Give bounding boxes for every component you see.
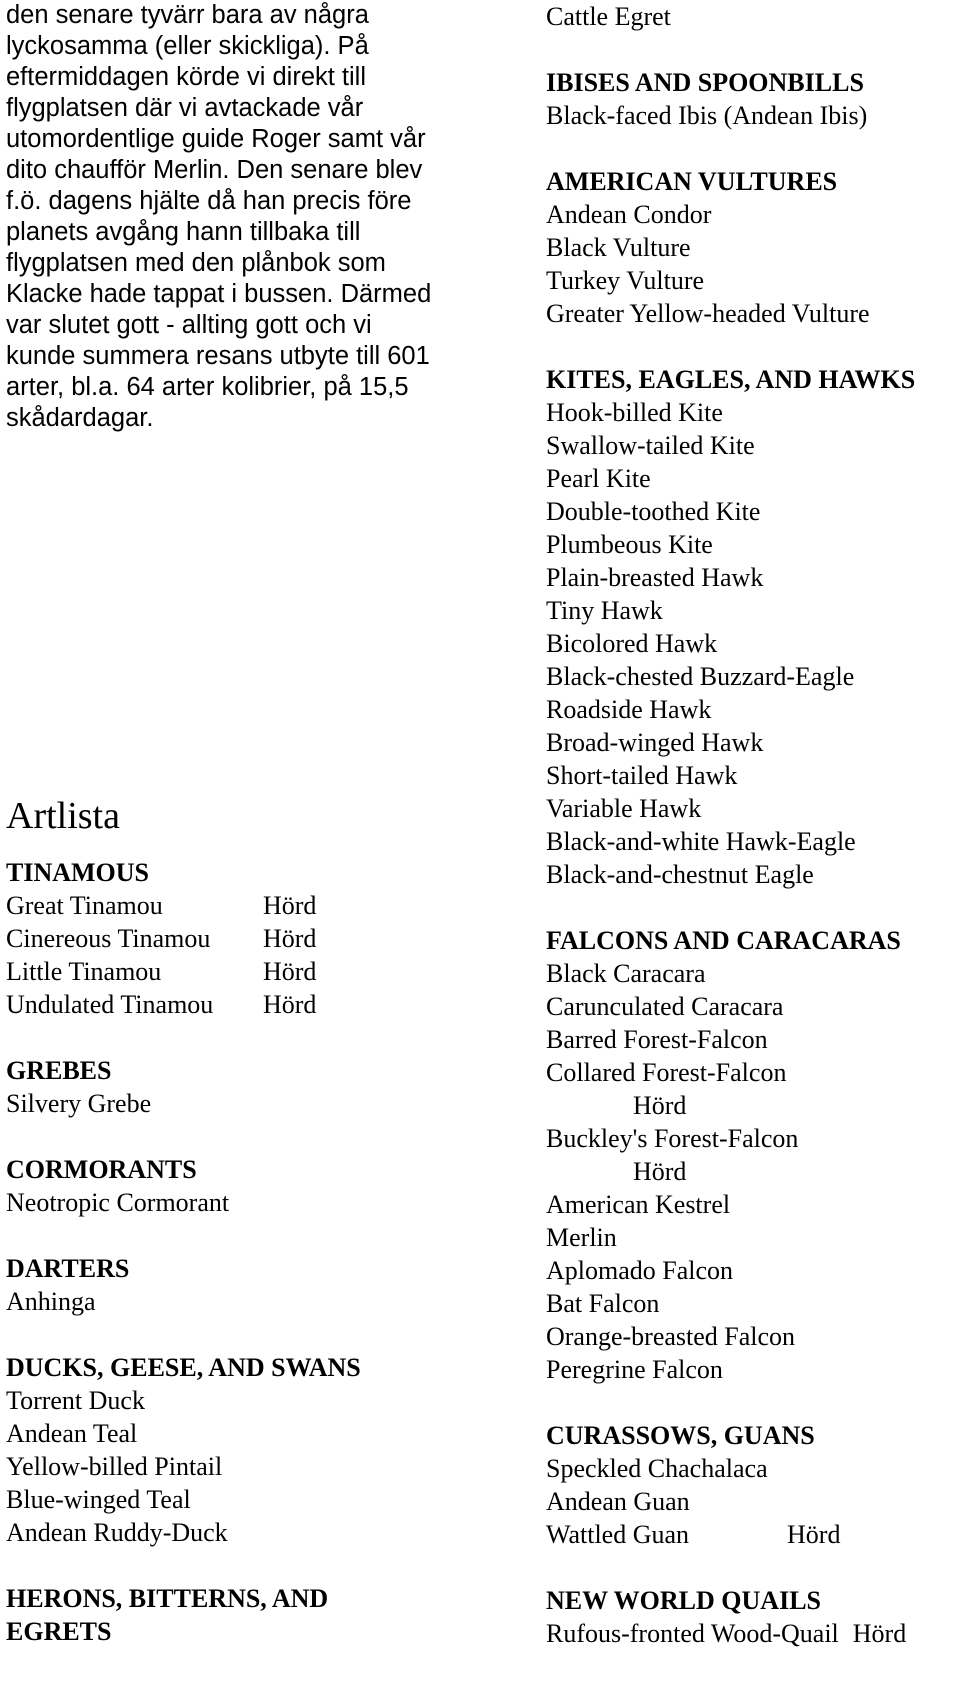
section-title: IBISES AND SPOONBILLS [546,68,864,97]
species-item [546,297,960,330]
heard-tag: Hörd [852,1619,907,1648]
species-item [546,1188,960,1221]
species-section [546,1584,960,1650]
species-list-right [546,66,960,1650]
section-title: AMERICAN VULTURES [546,167,838,196]
species-name: Turkey Vulture [546,266,705,295]
species-name: Tiny Hawk [546,596,663,625]
species-item [546,594,960,627]
section-title: CORMORANTS [6,1155,197,1184]
section-title: FALCONS AND CARACARAS [546,926,901,955]
species-item [6,1483,486,1516]
species-item [6,922,486,955]
species-item [546,825,960,858]
section-title: GREBES [6,1056,112,1085]
heard-tag: Hörd [263,924,317,953]
species-item [546,1023,960,1056]
species-item [546,528,960,561]
right-column [546,0,960,1683]
paragraph-line: Klacke hade tappat i bussen. Därmed [6,280,432,308]
paragraph-line: eftermiddagen körde vi direkt till [6,63,367,91]
species-item [546,627,960,660]
species-name: Plumbeous Kite [546,530,713,559]
species-item [546,660,960,693]
species-item [546,396,960,429]
heard-tag: Hörd [263,990,317,1019]
species-section [6,856,486,1021]
species-section [6,1252,486,1318]
species-name: Barred Forest-Falcon [546,1025,768,1054]
species-item [6,889,486,922]
species-name: Plain-breasted Hawk [546,563,764,592]
section-title: NEW WORLD QUAILS [546,1586,821,1615]
intro-paragraph [6,0,486,434]
species-section [6,1153,486,1219]
species-name: Andean Ruddy-Duck [6,1518,228,1547]
paragraph-line: flygplatsen med den plånbok som [6,249,386,277]
species-name: Peregrine Falcon [546,1355,723,1384]
species-item [546,726,960,759]
heard-tag: Hörd [633,1157,687,1186]
species-item [546,759,960,792]
species-section [6,1054,486,1120]
heard-tag: Hörd [263,891,317,920]
species-name: Torrent Duck [6,1386,145,1415]
species-name: Hook-billed Kite [546,398,723,427]
species-name: Anhinga [6,1287,96,1316]
species-name: Double-toothed Kite [546,497,761,526]
species-section [546,363,960,891]
species-item [546,429,960,462]
species-name: Black Vulture [546,233,691,262]
species-name: Pearl Kite [546,464,651,493]
paragraph-line: dito chaufför Merlin. Den senare blev [6,156,423,184]
species-item [546,1518,960,1551]
section-title: EGRETS [6,1617,112,1646]
species-item [6,1384,486,1417]
section-title: KITES, EAGLES, AND HAWKS [546,365,916,394]
species-name: Wattled Guan [546,1520,690,1549]
species-item [546,1122,960,1188]
paragraph-line: den senare tyvärr bara av några [6,1,369,29]
species-item [546,99,960,132]
species-item [546,1353,960,1386]
species-name: Buckley's Forest-Falcon [546,1124,799,1153]
species-name: Bat Falcon [546,1289,660,1318]
species-item [6,1516,486,1549]
paragraph-line: f.ö. dagens hjälte då han precis före [6,187,412,215]
heard-tag: Hörd [787,1520,841,1549]
paragraph-line: flygplatsen där vi avtackade vår [6,94,364,122]
species-name: Carunculated Caracara [546,992,784,1021]
species-item [546,1617,960,1650]
paragraph-line: var slutet gott - allting gott och vi [6,311,372,339]
left-column [6,0,486,434]
species-name: Blue-winged Teal [6,1485,191,1514]
species-item [546,198,960,231]
species-item [546,858,960,891]
species-name: Orange-breasted Falcon [546,1322,796,1351]
section-title: CURASSOWS, GUANS [546,1421,815,1450]
species-section [546,66,960,132]
paragraph-line: utomordentlige guide Roger samt vår [6,125,426,153]
species-item [546,231,960,264]
section-title: TINAMOUS [6,858,150,887]
species-list-title: Artlista [6,795,120,837]
species-name: Black-faced Ibis (Andean Ibis) [546,101,868,130]
section-title: DUCKS, GEESE, AND SWANS [6,1353,361,1382]
species-name: Andean Condor [546,200,712,229]
species-item [546,462,960,495]
species-item [546,693,960,726]
species-item [546,1056,960,1122]
species-name: Broad-winged Hawk [546,728,764,757]
paragraph-line: skådardagar. [6,404,154,432]
section-title: DARTERS [6,1254,130,1283]
species-name: Neotropic Cormorant [6,1188,230,1217]
species-name: Black-and-white Hawk-Eagle [546,827,856,856]
paragraph-line: kunde summera resans utbyte till 601 [6,342,430,370]
species-item [546,1254,960,1287]
species-name: Great Tinamou [6,891,163,920]
species-item [546,1452,960,1485]
species-item [6,988,486,1021]
species-section [6,1351,486,1549]
species-item [546,264,960,297]
species-name: Black-and-chestnut Eagle [546,860,814,889]
species-name: Bicolored Hawk [546,629,718,658]
species-name: Speckled Chachalaca [546,1454,768,1483]
species-name: Andean Teal [6,1419,138,1448]
species-name: American Kestrel [546,1190,731,1219]
species-item [6,1450,486,1483]
species-item [546,957,960,990]
species-item: Cattle Egret [546,2,671,31]
species-item [546,561,960,594]
species-item [546,1221,960,1254]
heard-tag: Hörd [633,1091,687,1120]
species-item [546,1320,960,1353]
species-name: Roadside Hawk [546,695,712,724]
species-item [6,1186,486,1219]
species-item [6,955,486,988]
paragraph-line: lyckosamma (eller skickliga). På [6,32,369,60]
paragraph-line: arter, bl.a. 64 arter kolibrier, på 15,5 [6,373,409,401]
species-name: Aplomado Falcon [546,1256,734,1285]
species-section [546,165,960,330]
species-name: Black Caracara [546,959,706,988]
species-list-left [6,856,486,1681]
species-name: Merlin [546,1223,617,1252]
paragraph-line: planets avgång hann tillbaka till [6,218,361,246]
species-item [546,495,960,528]
heard-tag: Hörd [263,957,317,986]
species-name: Andean Guan [546,1487,690,1516]
species-name: Yellow-billed Pintail [6,1452,223,1481]
species-name: Cinereous Tinamou [6,924,211,953]
species-item [546,990,960,1023]
species-section [546,1419,960,1551]
species-item [546,1485,960,1518]
species-name: Undulated Tinamou [6,990,214,1019]
species-section [546,924,960,1386]
species-item [6,1087,486,1120]
species-item [546,1287,960,1320]
species-name: Collared Forest-Falcon [546,1058,787,1087]
section-title: HERONS, BITTERNS, AND [6,1584,329,1613]
species-name: Little Tinamou [6,957,162,986]
species-section [6,1582,486,1648]
species-item [546,792,960,825]
species-name: Rufous-fronted Wood-Quail [546,1619,839,1648]
species-item [6,1417,486,1450]
species-name: Short-tailed Hawk [546,761,738,790]
species-name: Black-chested Buzzard-Eagle [546,662,855,691]
species-name: Swallow-tailed Kite [546,431,755,460]
species-name: Variable Hawk [546,794,702,823]
species-item [6,1285,486,1318]
species-name: Silvery Grebe [6,1089,152,1118]
species-name: Greater Yellow-headed Vulture [546,299,870,328]
